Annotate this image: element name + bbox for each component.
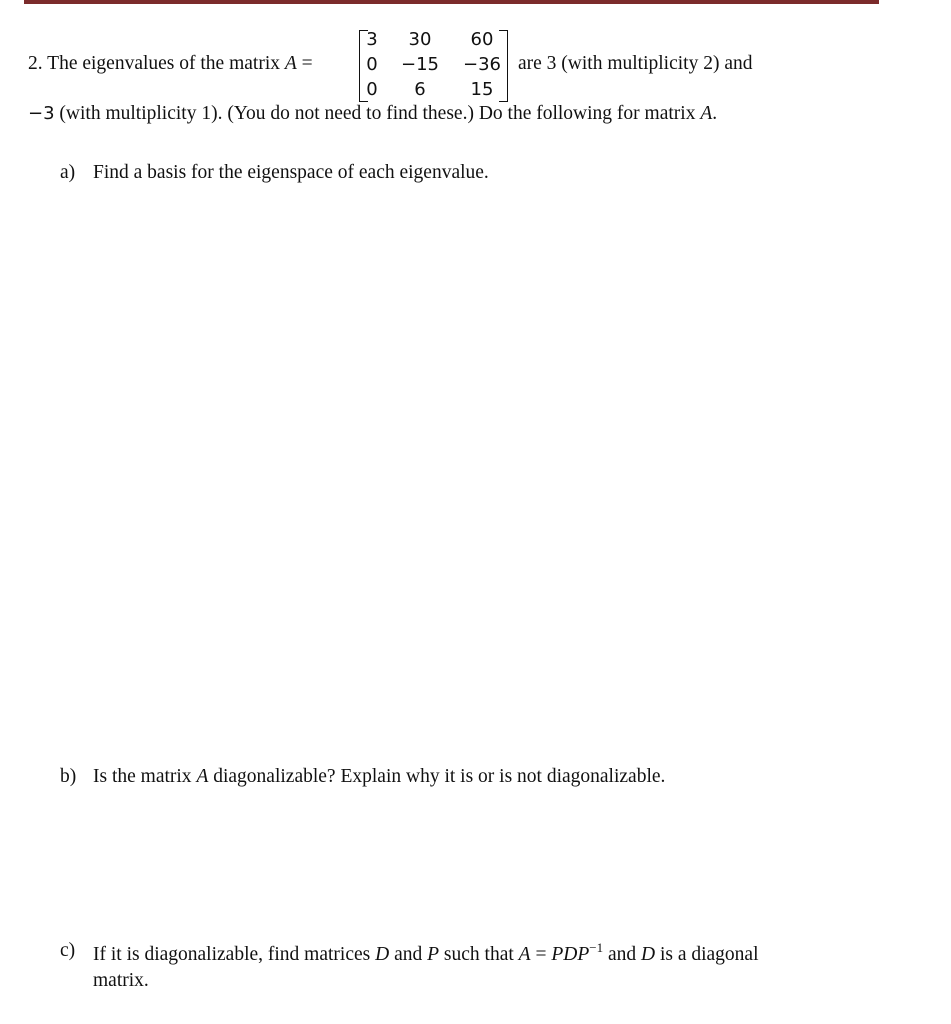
part-c-eq-rhs: PDP xyxy=(551,944,590,965)
problem-line-2 xyxy=(28,103,717,125)
part-c-var-P: P xyxy=(427,944,440,965)
eigenvalue-neg3: −3 xyxy=(28,103,55,124)
matrix-cell: −15 xyxy=(401,54,439,75)
matrix-cell: 60 xyxy=(470,29,494,50)
part-b-label: b) xyxy=(60,766,77,787)
part-c-text-5: is a diagonal xyxy=(659,944,759,965)
period: . xyxy=(712,103,718,124)
matrix-cell: 15 xyxy=(470,79,494,100)
matrix-cell: 6 xyxy=(414,79,426,100)
part-b-text-before: Is the matrix xyxy=(93,766,192,787)
problem-number: 2. xyxy=(28,53,43,74)
part-c-text-4: and xyxy=(607,944,637,965)
matrix-A xyxy=(356,27,514,103)
matrix-name: A xyxy=(284,53,297,74)
top-rule xyxy=(24,0,879,4)
matrix-cell: −36 xyxy=(463,54,501,75)
matrix-cell: 30 xyxy=(408,29,432,50)
matrix-cell: 0 xyxy=(366,79,378,100)
matrix-cell: 0 xyxy=(366,54,378,75)
part-c-text-3: such that xyxy=(443,944,514,965)
problem-line-1-end xyxy=(518,53,753,75)
part-c-text-line-1 xyxy=(93,940,759,966)
part-c-eq-exp: −1 xyxy=(589,940,604,955)
part-b-text-after: diagonalizable? Explain why it is or is not diagonalizable. xyxy=(213,766,666,787)
part-a-label: a) xyxy=(60,162,76,183)
matrix-name-2: A xyxy=(700,103,713,124)
part-c-text-line-2: matrix. xyxy=(93,970,149,991)
part-b-text xyxy=(93,766,665,788)
part-c-text-1: If it is diagonalizable, find matrices xyxy=(93,944,371,965)
part-c-eq-sign: = xyxy=(535,944,547,965)
part-c-eq-lhs: A xyxy=(518,944,531,965)
problem-line-1 xyxy=(28,53,313,75)
part-b-var: A xyxy=(196,766,209,787)
part-c-var-D: D xyxy=(375,944,390,965)
problem-line-2-text: (with multiplicity 1). (You do not need to find these.) Do the following for matrix xyxy=(59,103,696,124)
part-c-text-2: and xyxy=(394,944,423,965)
equals-sign: = xyxy=(301,53,313,74)
eigenvalue-3-text: are 3 (with multiplicity 2) and xyxy=(518,53,753,74)
part-a-text: Find a basis for the eigenspace of each eigenvalue. xyxy=(93,162,489,183)
part-c-var-D2: D xyxy=(640,944,656,965)
matrix-cell: 3 xyxy=(366,29,378,50)
part-c-label: c) xyxy=(60,940,76,961)
problem-intro: The eigenvalues of the matrix xyxy=(47,53,280,74)
